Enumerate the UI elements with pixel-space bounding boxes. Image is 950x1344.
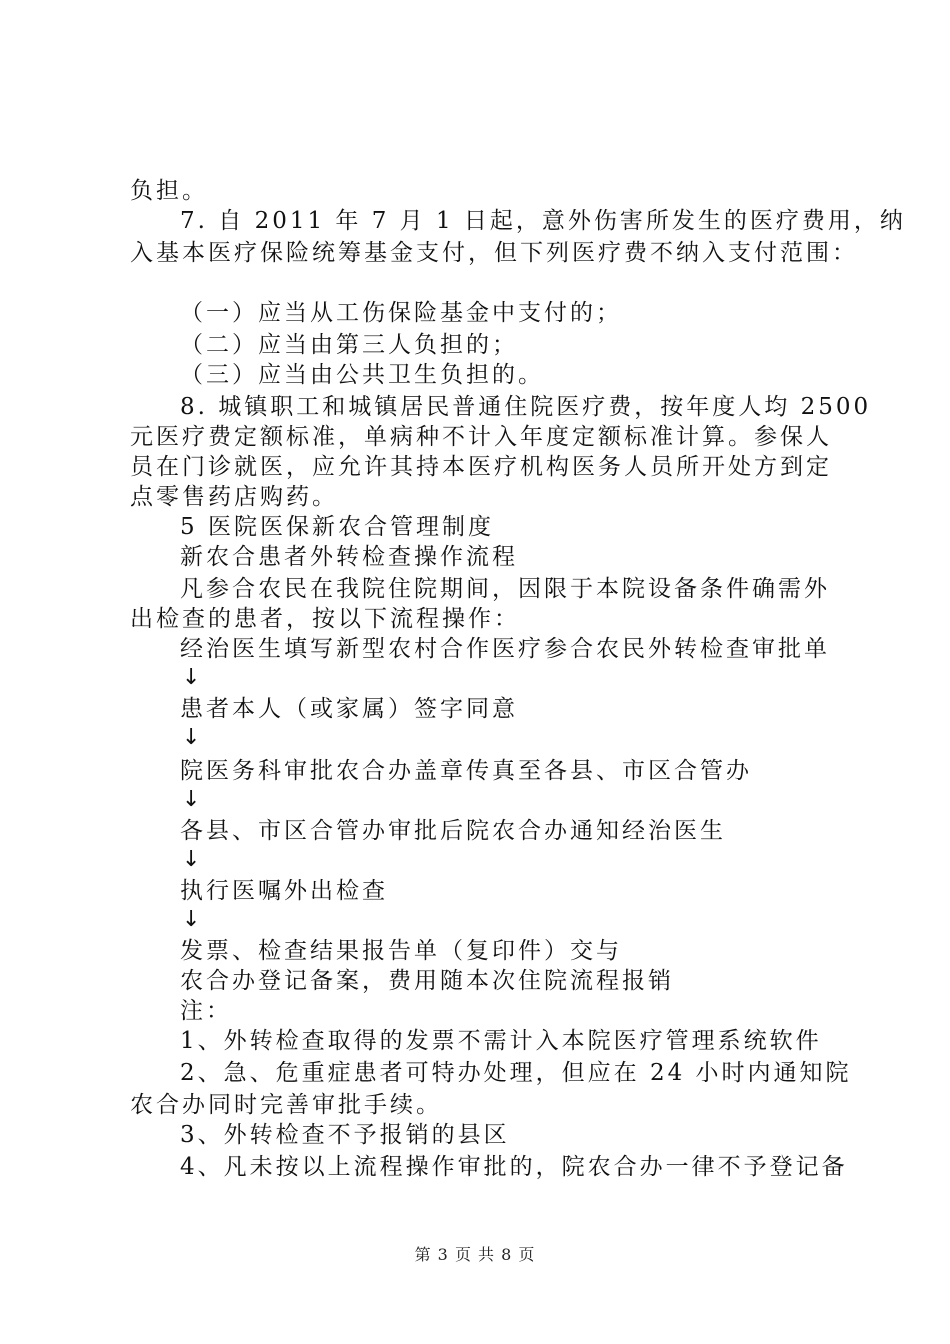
text-line: 7. 自 2011 年 7 月 1 日起，意外伤害所发生的医疗费用，纳 bbox=[180, 208, 906, 234]
text-line: 入基本医疗保险统筹基金支付，但下列医疗费不纳入支付范围： bbox=[130, 240, 858, 266]
note-item: 农合办同时完善审批手续。 bbox=[130, 1092, 442, 1118]
flow-step: 患者本人（或家属）签字同意 bbox=[180, 696, 518, 722]
note-label: 注： bbox=[180, 998, 232, 1024]
arrow-down-icon: ↓ bbox=[182, 787, 201, 812]
flow-step: 各县、市区合管办审批后院农合办通知经治医生 bbox=[180, 818, 726, 844]
note-item: 3、外转检查不予报销的县区 bbox=[180, 1122, 510, 1148]
section-heading: 5 医院医保新农合管理制度 bbox=[180, 514, 494, 540]
flow-step: 农合办登记备案，费用随本次住院流程报销 bbox=[180, 968, 674, 994]
flow-step: 发票、检查结果报告单（复印件）交与 bbox=[180, 938, 622, 964]
flow-step: 执行医嘱外出检查 bbox=[180, 878, 388, 904]
flow-step: 经治医生填写新型农村合作医疗参合农民外转检查审批单 bbox=[180, 636, 830, 662]
note-item: 2、急、危重症患者可特办处理，但应在 24 小时内通知院 bbox=[180, 1060, 852, 1086]
text-line: 8. 城镇职工和城镇居民普通住院医疗费，按年度人均 2500 bbox=[180, 394, 872, 420]
note-item: 4、凡未按以上流程操作审批的，院农合办一律不予登记备 bbox=[180, 1154, 848, 1180]
arrow-down-icon: ↓ bbox=[182, 907, 201, 932]
note-item: 1、外转检查取得的发票不需计入本院医疗管理系统软件 bbox=[180, 1028, 822, 1054]
text-line: （一）应当从工伤保险基金中支付的； bbox=[180, 300, 622, 326]
text-line: 员在门诊就医，应允许其持本医疗机构医务人员所开处方到定 bbox=[130, 454, 832, 480]
arrow-down-icon: ↓ bbox=[182, 725, 201, 750]
text-line: 凡参合农民在我院住院期间，因限于本院设备条件确需外 bbox=[180, 576, 830, 602]
page-number: 第 3 页 共 8 页 bbox=[414, 1245, 536, 1264]
section-heading: 新农合患者外转检查操作流程 bbox=[180, 544, 518, 570]
text-line: （三）应当由公共卫生负担的。 bbox=[180, 362, 544, 388]
text-line: （二）应当由第三人负担的； bbox=[180, 332, 518, 358]
text-line: 元医疗费定额标准，单病种不计入年度定额标准计算。参保人 bbox=[130, 424, 832, 450]
arrow-down-icon: ↓ bbox=[182, 665, 201, 690]
text-line: 点零售药店购药。 bbox=[130, 484, 338, 510]
text-line: 出检查的患者，按以下流程操作： bbox=[130, 606, 520, 632]
flow-step: 院医务科审批农合办盖章传真至各县、市区合管办 bbox=[180, 758, 752, 784]
arrow-down-icon: ↓ bbox=[182, 847, 201, 872]
text-line: 负担。 bbox=[130, 178, 208, 204]
